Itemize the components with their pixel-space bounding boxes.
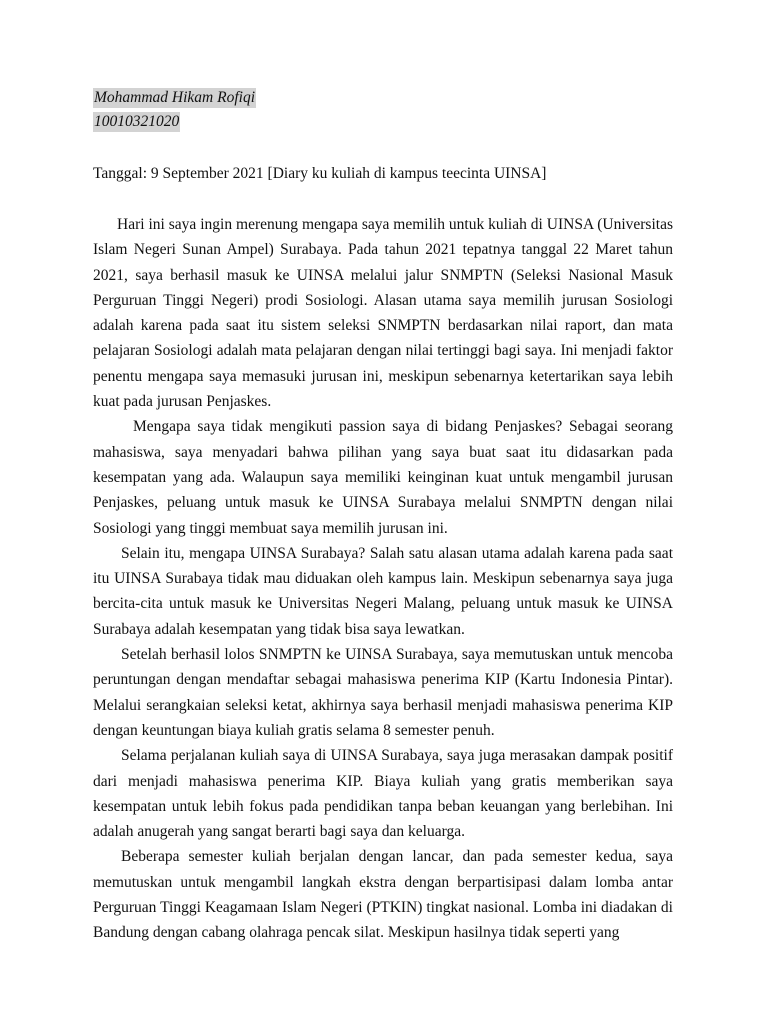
student-id: 10010321020 [94, 113, 180, 130]
author-name-line [93, 86, 673, 110]
author-name: Mohammad Hikam Rofiqi [94, 89, 256, 106]
paragraph-2: Mengapa saya tidak mengikuti passion saya di bidang Penjaskes? Sebagai seorang mahasiswa, saya menyadari bahwa pilihan yang saya buat saat itu didasarkan pada kesempatan yang ada. Walaupun saya memiliki keinginan kuat untuk mengambil jurusan Penjaskes, peluang untuk masuk ke UINSA Surabaya melalui SNMPTN dengan nilai Sosiologi yang tinggi membuat saya memilih jurusan ini. [93, 418, 673, 537]
paragraph-4: Setelah berhasil lolos SNMPTN ke UINSA Surabaya, saya memutuskan untuk mencoba peruntungan dengan mendaftar sebagai mahasiswa penerima KIP (Kartu Indonesia Pintar). Melalui serangkaian seleksi ketat, akhirnya saya berhasil menjadi mahasiswa penerima KIP dengan keuntungan biaya kuliah gratis selama 8 semester penuh. [93, 646, 673, 739]
student-id-line [93, 110, 673, 134]
document-page [93, 86, 673, 946]
paragraph-5: Selama perjalanan kuliah saya di UINSA Surabaya, saya juga merasakan dampak positif dari menjadi mahasiswa penerima KIP. Biaya kuliah yang gratis memberikan saya kesempatan untuk lebih fokus pada pendidikan tanpa beban keuangan yang berlebihan. Ini adalah anugerah yang sangat berarti bagi saya dan keluarga. [93, 747, 673, 841]
diary-body [93, 212, 673, 946]
paragraph-6: Beberapa semester kuliah berjalan dengan lancar, dan pada semester kedua, saya memutuskan untuk mengambil langkah ekstra dengan berpartisipasi dalam lomba antar Perguruan Tinggi Keagamaan Islam Negeri (PTKIN) tingkat nasional. Lomba ini diadakan di Bandung dengan cabang olahraga pencak silat. Meskipun hasilnya tidak seperti yang [93, 848, 673, 942]
paragraph-1: Hari ini saya ingin merenung mengapa saya memilih untuk kuliah di UINSA (Universitas Islam Negeri Sunan Ampel) Surabaya. Pada tahun 2021 tepatnya tanggal 22 Maret tahun 2021, saya berhasil masuk ke UINSA melalui jalur SNMPTN (Seleksi Nasional Masuk Perguruan Tinggi Negeri) prodi Sosiologi. Alasan utama saya memilih jurusan Sosiologi adalah karena pada saat itu sistem seleksi SNMPTN berdasarkan nilai raport, dan mata pelajaran Sosiologi adalah mata pelajaran dengan nilai tertinggi bagi saya. Ini menjadi faktor penentu mengapa saya memasuki jurusan ini, meskipun sebenarnya ketertarikan saya lebih kuat pada jurusan Penjaskes. [93, 216, 673, 411]
paragraph-3: Selain itu, mengapa UINSA Surabaya? Salah satu alasan utama adalah karena pada saat itu UINSA Surabaya tidak mau diduakan oleh kampus lain. Meskipun sebenarnya saya juga bercita-cita untuk masuk ke Universitas Negeri Malang, peluang untuk masuk ke UINSA Surabaya adalah kesempatan yang tidak bisa saya lewatkan. [93, 544, 673, 638]
diary-date-line: Tanggal: 9 September 2021 [Diary ku kuliah di kampus teecinta UINSA] [93, 165, 547, 182]
